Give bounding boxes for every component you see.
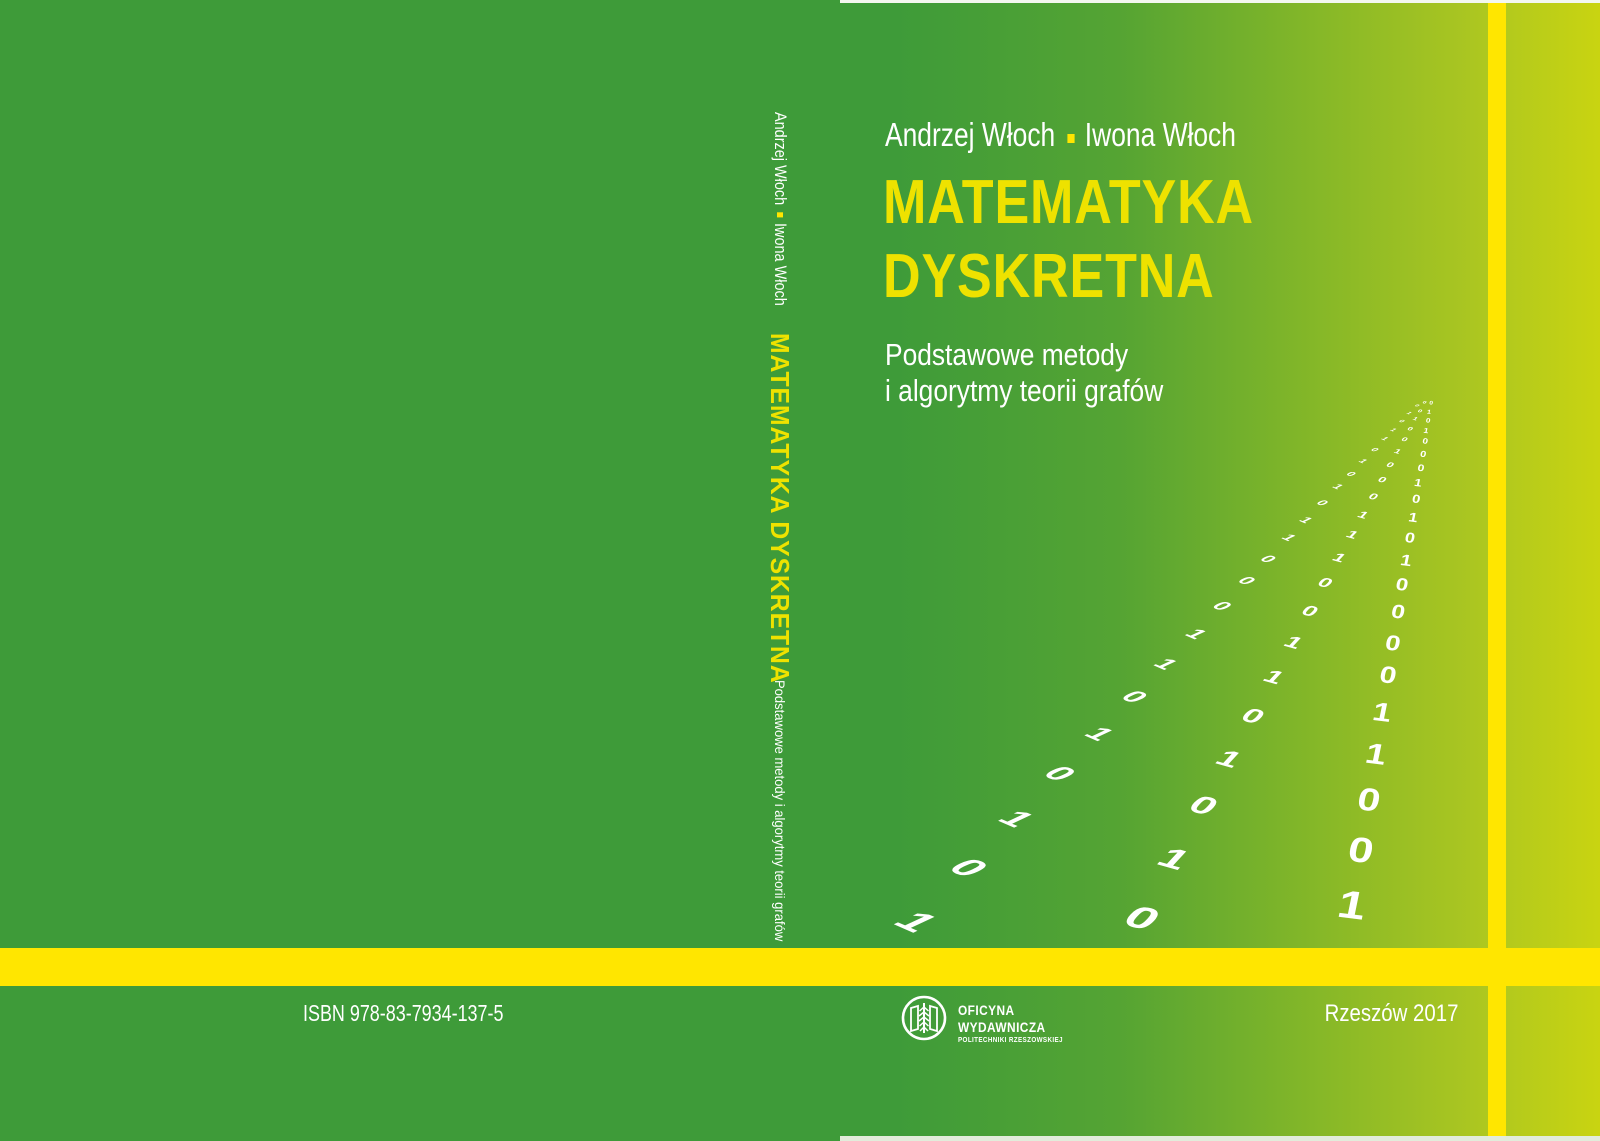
open-book-leaf-logo-icon bbox=[901, 995, 947, 1041]
book-title-line-2: DYSKRETNA bbox=[883, 242, 1215, 311]
binary-digit: 0 bbox=[1113, 687, 1156, 707]
publisher-name-line-3: POLITECHNIKI RZESZOWSKIEJ bbox=[958, 1037, 1063, 1044]
binary-digit: 0 bbox=[1343, 469, 1359, 478]
spine-authors bbox=[770, 112, 790, 306]
binary-digit: 1 bbox=[1295, 514, 1317, 525]
binary-digit: 0 bbox=[1313, 498, 1333, 507]
binary-digit: 1 bbox=[1411, 416, 1420, 422]
binary-digit: 1 bbox=[1362, 737, 1390, 772]
binary-digit: 0 bbox=[1344, 828, 1378, 871]
front-authors bbox=[885, 116, 1236, 154]
binary-digit: 1 bbox=[1423, 426, 1430, 436]
binary-digit: 1 bbox=[1075, 722, 1123, 745]
binary-digit: 1 bbox=[1388, 427, 1399, 432]
binary-digit: 0 bbox=[1403, 529, 1417, 547]
isbn-text: ISBN 978-83-7934-137-5 bbox=[303, 1000, 504, 1026]
binary-digit: 1 bbox=[882, 906, 951, 938]
spine-title: MATEMATYKA DYSKRETNA bbox=[765, 333, 795, 684]
publisher-name-line-1: OFICYNA bbox=[958, 1002, 1015, 1018]
binary-digit: 0 bbox=[1421, 437, 1429, 447]
binary-digit: 1 bbox=[1147, 655, 1186, 673]
binary-digit: 0 bbox=[1412, 404, 1421, 408]
binary-digit: 0 bbox=[1377, 662, 1399, 690]
binary-digit: 0 bbox=[1034, 762, 1086, 786]
book-subtitle-line-2: i algorytmy teorii grafów bbox=[885, 373, 1164, 408]
binary-digit: 0 bbox=[1410, 491, 1422, 506]
binary-digit: 0 bbox=[1365, 491, 1381, 502]
binary-digit: 0 bbox=[1114, 898, 1170, 937]
spine-subtitle: Podstawowe metody i algorytmy teorii grafów bbox=[772, 680, 788, 942]
binary-digit: 1 bbox=[1398, 551, 1414, 570]
imprint-city-year: Rzeszów 2017 bbox=[1324, 1000, 1458, 1027]
binary-digit: 1 bbox=[1378, 436, 1391, 442]
binary-digit: 1 bbox=[1342, 528, 1362, 542]
binary-digit: 1 bbox=[1278, 632, 1308, 653]
binary-digit: 1 bbox=[1354, 508, 1372, 521]
binary-digit: 1 bbox=[988, 805, 1045, 832]
publisher-name-line-2: WYDAWNICZA bbox=[958, 1019, 1046, 1035]
binary-digit: 0 bbox=[1383, 630, 1404, 656]
front-cover-bottom-edge-line bbox=[840, 1136, 1600, 1141]
binary-digit: 1 bbox=[1413, 476, 1424, 490]
binary-digit: 1 bbox=[1178, 625, 1214, 642]
binary-digit: 0 bbox=[1353, 780, 1384, 819]
binary-digit: 0 bbox=[1405, 425, 1415, 432]
binary-digit: 0 bbox=[1232, 574, 1261, 588]
binary-digit: 0 bbox=[1255, 552, 1282, 565]
binary-digit: 1 bbox=[1149, 842, 1200, 876]
binary-digit: 1 bbox=[1328, 550, 1350, 566]
binary-digit: 0 bbox=[1416, 462, 1426, 474]
front-author-1: Andrzej Włoch bbox=[885, 116, 1056, 153]
separator-dot-icon bbox=[777, 212, 783, 217]
binary-digit: 0 bbox=[1383, 460, 1397, 470]
binary-digit: 1 bbox=[1406, 509, 1419, 526]
binary-digit: 1 bbox=[1404, 411, 1414, 416]
binary-digit: 0 bbox=[938, 853, 1001, 882]
binary-digit: 0 bbox=[1234, 702, 1272, 729]
binary-digit: 1 bbox=[1355, 457, 1371, 465]
binary-digit: 0 bbox=[1368, 446, 1381, 453]
binary-digit: 1 bbox=[1426, 408, 1433, 416]
binary-digit: 0 bbox=[1394, 574, 1411, 596]
binary-digit: 0 bbox=[1181, 790, 1226, 821]
binary-digit: 1 bbox=[1277, 532, 1301, 544]
binary-digit: 0 bbox=[1399, 436, 1410, 443]
binary-digit: 1 bbox=[1370, 697, 1395, 729]
binary-digit: 0 bbox=[1313, 574, 1338, 591]
binary-digit: 1 bbox=[1329, 483, 1347, 492]
book-title-line-1: MATEMATYKA bbox=[883, 168, 1254, 237]
binary-digit: 1 bbox=[1392, 447, 1404, 456]
spine-author-1: Andrzej Włoch bbox=[771, 112, 790, 206]
binary-digit: 0 bbox=[1206, 598, 1239, 614]
binary-digit: 1 bbox=[1333, 881, 1371, 929]
front-cover-top-edge-line bbox=[840, 0, 1600, 3]
separator-dot-icon bbox=[1067, 134, 1074, 143]
binary-digit: 0 bbox=[1418, 449, 1427, 460]
binary-digit: 1 bbox=[1257, 666, 1291, 689]
front-author-2: Iwona Włoch bbox=[1084, 116, 1236, 153]
binary-digit: 0 bbox=[1296, 602, 1324, 621]
horizontal-yellow-band bbox=[0, 948, 1600, 986]
book-subtitle-line-1: Podstawowe metody bbox=[885, 337, 1129, 372]
binary-digit: 0 bbox=[1425, 417, 1432, 425]
spine-author-2: Iwona Włoch bbox=[771, 223, 790, 306]
binary-digit: 0 bbox=[1428, 400, 1434, 407]
binary-digit: 0 bbox=[1416, 407, 1424, 414]
binary-digit: 0 bbox=[1421, 400, 1428, 405]
vertical-yellow-band bbox=[1488, 0, 1506, 1141]
binary-digit: 0 bbox=[1389, 600, 1407, 624]
binary-digit: 1 bbox=[1209, 745, 1250, 773]
binary-digit: 0 bbox=[1396, 418, 1407, 424]
binary-digit: 0 bbox=[1375, 474, 1390, 485]
